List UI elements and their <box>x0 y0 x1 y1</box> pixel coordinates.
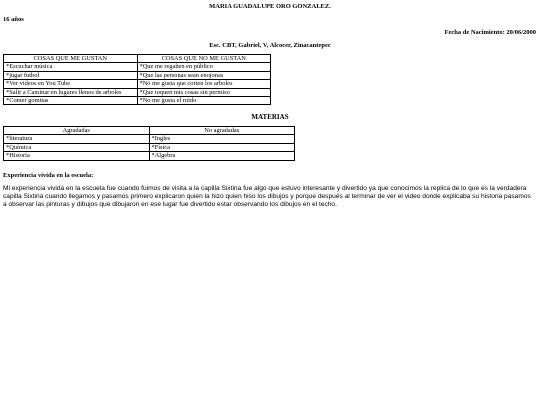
like-item: *Comer gomitas <box>4 97 138 105</box>
like-item: *jugar futbol <box>4 71 138 79</box>
like-item: *Salir a Caminar en lugares llenos de arboles <box>4 88 138 96</box>
liked-subjects-header: Agradadas <box>4 127 150 135</box>
dislike-item: *Que me regañen en público <box>137 63 271 71</box>
disliked-subject: *Algebra <box>149 152 295 160</box>
school-name: Esc. CBT, Gabriel, V, Alcocer, Zinacantepec <box>209 42 331 49</box>
dislike-item: *Que toquen mis cosas sin permiso <box>137 88 271 96</box>
dislike-item: *Que las personas sean enojonas <box>137 71 271 79</box>
liked-subject: *Historia <box>4 152 150 160</box>
materias-heading: MATERIAS <box>251 113 289 121</box>
table-row <box>4 143 295 151</box>
experience-paragraph: Mi experiencia vivida en la escuela fue cuando fuimos de visita a la capilla Sixtina fue algo que estuvo interesante y divertido ya que conocimos la replica de lo que es la verdadera capilla Sixtina cuando llegamos y pasamos primero explicaron quien la hizo quien hiso los dibujos y porque después al terminar de ver el video donde explicaba su historia pasamos a observar las pinturas y dibujos que dibujaron en ese lugar fue divertido estar observando los dibujos en el techo. <box>3 185 531 208</box>
likes-header-row <box>4 55 271 63</box>
subjects-table <box>3 126 295 161</box>
liked-subject: *literatura <box>4 135 150 143</box>
table-row <box>4 135 295 143</box>
student-age: 16 años <box>3 16 24 23</box>
likes-table <box>3 54 271 105</box>
liked-subject: *Química <box>4 143 150 151</box>
table-row <box>4 71 271 79</box>
table-row <box>4 63 271 71</box>
dislike-item: *No me gusta el ruido <box>137 97 271 105</box>
table-row <box>4 97 271 105</box>
disliked-subjects-header: No agradadas <box>149 127 295 135</box>
dislikes-header: COSAS QUE NO ME GUSTAN <box>137 55 271 63</box>
dislike-item: *No me gusta que corten los arboles <box>137 80 271 88</box>
birth-date: Fecha de Nacimiento: 20/06/2000 <box>444 29 536 36</box>
likes-header: COSAS QUE ME GUSTAN <box>4 55 138 63</box>
table-row <box>4 80 271 88</box>
like-item: *Escuchar música <box>4 63 138 71</box>
like-item: *Ver videos en You Tube <box>4 80 138 88</box>
table-row <box>4 88 271 96</box>
subjects-header-row <box>4 127 295 135</box>
experience-heading: Experiencia vivida en la escuela: <box>3 172 94 179</box>
disliked-subject: *Física <box>149 143 295 151</box>
table-row <box>4 152 295 160</box>
disliked-subject: *Ingles <box>149 135 295 143</box>
student-name: MARIA GUADALUPE ORO GONZALEZ. <box>209 3 331 10</box>
